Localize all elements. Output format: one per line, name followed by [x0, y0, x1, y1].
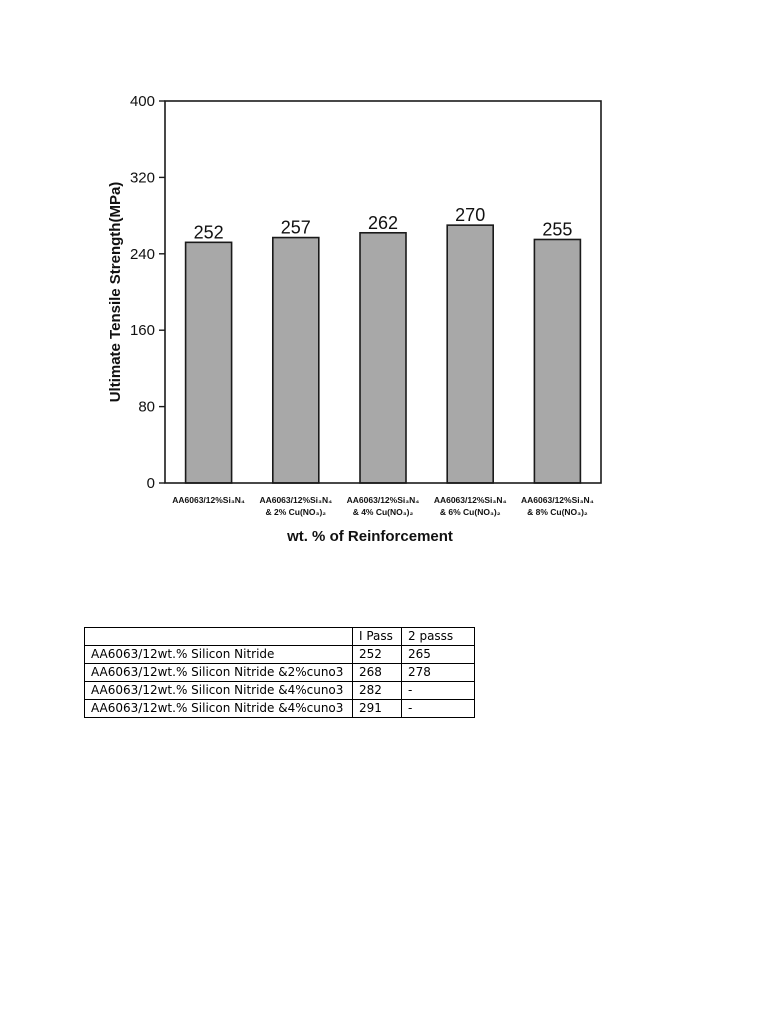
- table-row: [85, 646, 475, 664]
- table-header-cell: 2 passs: [402, 628, 475, 646]
- table-header-cell: I Pass: [353, 628, 402, 646]
- table-cell: 265: [402, 646, 475, 664]
- x-tick-label-line2: & 2% Cu(NO₃)₂: [265, 507, 327, 517]
- x-tick-label: AA6063/12%Si₃N₄: [433, 495, 507, 505]
- bar: [534, 239, 580, 483]
- y-tick-label: 0: [146, 475, 155, 492]
- x-tick-label: AA6063/12%Si₃N₄: [172, 495, 245, 505]
- x-tick-label: AA6063/12%Si₃N₄: [346, 495, 420, 505]
- table-cell: 282: [353, 682, 402, 700]
- bar-value-label: 262: [367, 212, 399, 233]
- table-cell: AA6063/12wt.% Silicon Nitride: [85, 646, 353, 664]
- y-tick-label: 80: [138, 398, 155, 416]
- bar: [273, 238, 319, 483]
- table-header-row: [85, 628, 475, 646]
- y-axis-title: Ultimate Tensile Strength(MPa): [107, 181, 124, 403]
- table-cell: 252: [353, 646, 402, 664]
- bar-value-label: 257: [280, 217, 311, 238]
- y-tick-label: 400: [129, 93, 155, 110]
- x-tick-label-line2: & 6% Cu(NO₃)₂: [439, 507, 501, 517]
- table-cell: AA6063/12wt.% Silicon Nitride &4%cuno3: [85, 700, 353, 718]
- bar-value-label: 255: [542, 219, 573, 240]
- bar: [447, 225, 493, 483]
- x-tick-label-line2: & 8% Cu(NO₃)₂: [527, 507, 588, 517]
- bar: [186, 242, 232, 483]
- x-tick-label: AA6063/12%Si₃N₄: [259, 495, 333, 505]
- bar: [360, 233, 406, 483]
- table-header-cell: [85, 628, 353, 646]
- table-cell: 278: [402, 664, 475, 682]
- bar-value-label: 270: [455, 205, 486, 226]
- x-axis-title: wt. % of Reinforcement: [287, 528, 453, 545]
- table-cell: -: [402, 682, 475, 700]
- table-cell: AA6063/12wt.% Silicon Nitride &2%cuno3: [85, 664, 353, 682]
- x-tick-label-line2: & 4% Cu(NO₃)₂: [352, 507, 414, 517]
- y-tick-label: 160: [129, 322, 155, 340]
- table-row: [85, 664, 475, 682]
- bar-value-label: 252: [193, 222, 224, 243]
- table-cell: 291: [353, 700, 402, 718]
- table-row: [85, 700, 475, 718]
- table-cell: 268: [353, 664, 402, 682]
- table-row: [85, 682, 475, 700]
- table-cell: -: [402, 700, 475, 718]
- x-tick-label: AA6063/12%Si₃N₄: [521, 495, 594, 505]
- data-table: [84, 627, 475, 718]
- y-tick-label: 240: [129, 245, 155, 263]
- y-tick-label: 320: [129, 169, 155, 187]
- table-cell: AA6063/12wt.% Silicon Nitride &4%cuno3: [85, 682, 353, 700]
